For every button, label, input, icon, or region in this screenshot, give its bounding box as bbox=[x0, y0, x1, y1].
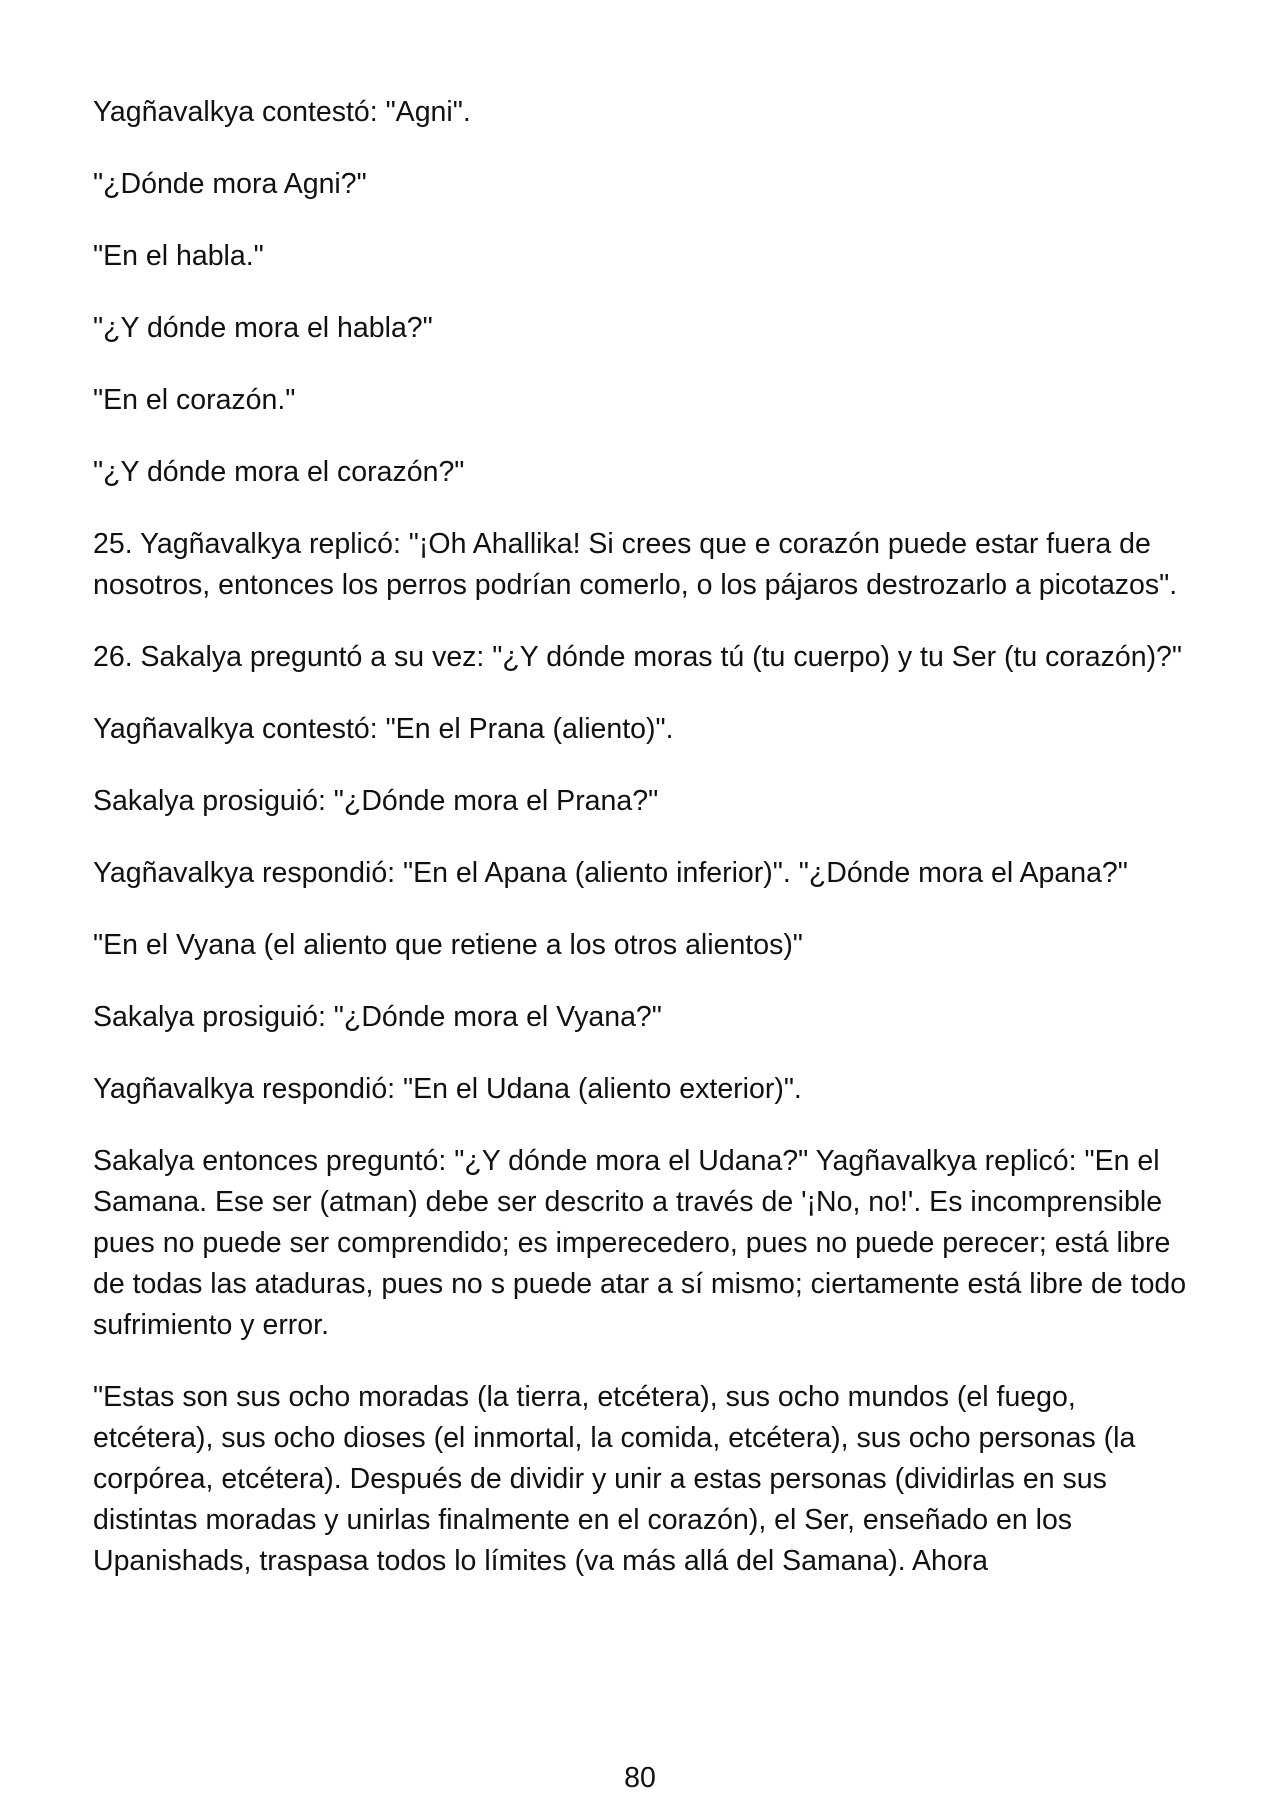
paragraph-7: 25. Yagñavalkya replicó: "¡Oh Ahallika! Si crees que e corazón puede estar fuera de nosotros, entonces los perros podrían comerlo, o los pájaros destrozarlo a picotazos". bbox=[93, 528, 1178, 601]
paragraph-16: "Estas son sus ocho moradas (la tierra, etcétera), sus ocho mundos (el fuego, etcétera), sus ocho dioses (el inmortal, la comida, etcétera), sus ocho personas (la corpórea, etcétera). Después de dividir y unir a estas personas (dividirlas en sus distintas moradas y unirlas finalmente en el corazón), el Ser, enseñado en los Upanishads, traspasa todos lo límites (va más allá del Samana). Ahora bbox=[93, 1381, 1136, 1577]
paragraph-14: Yagñavalkya respondió: "En el Udana (aliento exterior)". bbox=[93, 1073, 802, 1105]
paragraph-6: "¿Y dónde mora el corazón?" bbox=[93, 456, 465, 488]
paragraph-10: Sakalya prosiguió: "¿Dónde mora el Prana?" bbox=[93, 785, 659, 817]
paragraph-12: "En el Vyana (el aliento que retiene a los otros alientos)" bbox=[93, 929, 803, 961]
paragraph-1: Yagñavalkya contestó: "Agni". bbox=[93, 96, 471, 128]
paragraph-9: Yagñavalkya contestó: "En el Prana (aliento)". bbox=[93, 713, 674, 745]
paragraph-3: "En el habla." bbox=[93, 240, 264, 272]
paragraph-4: "¿Y dónde mora el habla?" bbox=[93, 312, 433, 344]
paragraph-15: Sakalya entonces preguntó: "¿Y dónde mora el Udana?" Yagñavalkya replicó: "En el Samana. Ese ser (atman) debe ser descrito a través de '¡No, no!'. Es incomprensible pues no puede ser comprendido; es imperecedero, pues no puede perecer; está libre de todas las ataduras, pues no s puede atar a sí mismo; ciertamente está libre de todo sufrimiento y error. bbox=[93, 1145, 1187, 1341]
paragraph-11: Yagñavalkya respondió: "En el Apana (aliento inferior)". "¿Dónde mora el Apana?" bbox=[93, 857, 1128, 889]
paragraph-2: "¿Dónde mora Agni?" bbox=[93, 168, 367, 200]
paragraph-8: 26. Sakalya preguntó a su vez: "¿Y dónde moras tú (tu cuerpo) y tu Ser (tu corazón)?" bbox=[93, 641, 1183, 673]
page-number: 80 bbox=[624, 1762, 656, 1794]
paragraph-5: "En el corazón." bbox=[93, 384, 296, 416]
page-body bbox=[93, 92, 1203, 1613]
paragraph-13: Sakalya prosiguió: "¿Dónde mora el Vyana?" bbox=[93, 1001, 662, 1033]
